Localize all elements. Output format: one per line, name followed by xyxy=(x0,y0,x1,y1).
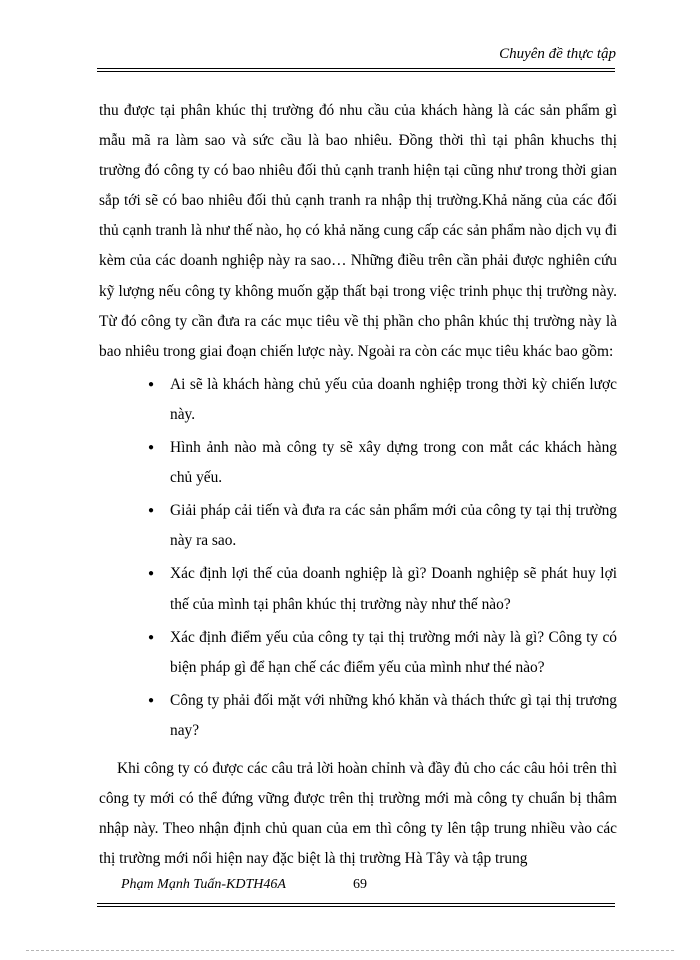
bullet-item xyxy=(99,623,617,683)
bullet-text: Xác định lợi thế của doanh nghiệp là gì? Doanh nghiệp sẽ phát huy lợi thế của mình tại phân khúc thị trường này như thế nào? xyxy=(170,565,617,613)
footer-rule-top xyxy=(97,903,615,904)
footer-author: Phạm Mạnh Tuấn-KDTH46A xyxy=(121,877,286,892)
bullet-icon: ● xyxy=(148,568,155,580)
bullet-icon: ● xyxy=(148,694,155,706)
bullet-text: Xác định điểm yếu của công ty tại thị trường mới này là gì? Công ty có biện pháp gì để hạn chế các điểm yếu của mình như thé nào? xyxy=(170,628,617,676)
header-rule-top xyxy=(97,68,615,69)
paragraph-1: thu được tại phân khúc thị trường đó nhu cầu của khách hàng là các sản phẩm gì mẫu mã ra làm sao và sức cầu là bao nhiêu. Đồng thời thì tại phân khuchs thị trường đó công ty có bao nhiêu đối thủ cạnh tranh hiện tại cũng như trong thời gian sắp tới sẽ có bao nhiêu đối thủ cạnh tranh ra nhập thị trường.Khả năng của các đối thủ cạnh tranh là như thế nào, họ có khả năng cung cấp các sản phẩm nào dịch vụ đi kèm của các doanh nghiệp này ra sao… Những điều trên cần phải được nghiên cứu kỹ lượng nếu công ty không muốn gặp thất bại trong việc trinh phục thị trường này. Từ đó công ty cần đưa ra các mục tiêu về thị phần cho phân khúc thị trường này là bao nhiêu trong giai đoạn chiến lược này. Ngoài ra còn các mục tiêu khác bao gồm: xyxy=(99,102,617,360)
paragraph-2: Khi công ty có được các câu trả lời hoàn chỉnh và đầy đủ cho các câu hỏi trên thì công ty mới có thể đứng vững được trên thị trường mới mà công ty chuẩn bị thâm nhập này. Theo nhận định chủ quan của em thì công ty lên tập trung nhiều vào các thị trường mới nổi hiện nay đặc biệt là thị trường Hà Tây và tập trung xyxy=(99,759,617,868)
bullet-item xyxy=(99,433,617,493)
bullet-item xyxy=(99,559,617,619)
footer-rule-bottom xyxy=(97,906,615,907)
bullet-list xyxy=(99,370,617,746)
bullet-icon: ● xyxy=(148,631,155,643)
page-break-line xyxy=(26,950,674,951)
bullet-icon: ● xyxy=(148,442,155,454)
bullet-text: Ai sẽ là khách hàng chủ yếu của doanh nghiệp trong thời kỳ chiến lược này. xyxy=(170,375,617,423)
bullet-text: Công ty phải đối mặt với những khó khăn và thách thức gì tại thị trương nay? xyxy=(170,691,617,739)
bullet-item xyxy=(99,686,617,746)
bullet-icon: ● xyxy=(148,378,155,390)
bullet-item xyxy=(99,496,617,556)
body-text xyxy=(99,96,617,874)
bullet-text: Giải pháp cải tiến và đưa ra các sản phẩm mới của công ty tại thị trường này ra sao. xyxy=(170,502,617,550)
bullet-text: Hình ảnh nào mà công ty sẽ xây dựng trong con mắt các khách hàng chủ yếu. xyxy=(170,439,617,487)
bullet-item xyxy=(99,370,617,430)
bullet-icon: ● xyxy=(148,505,155,517)
header-title: Chuyên đề thực tập xyxy=(499,46,616,62)
header-rule-bottom xyxy=(97,71,615,72)
page-number: 69 xyxy=(353,877,367,892)
